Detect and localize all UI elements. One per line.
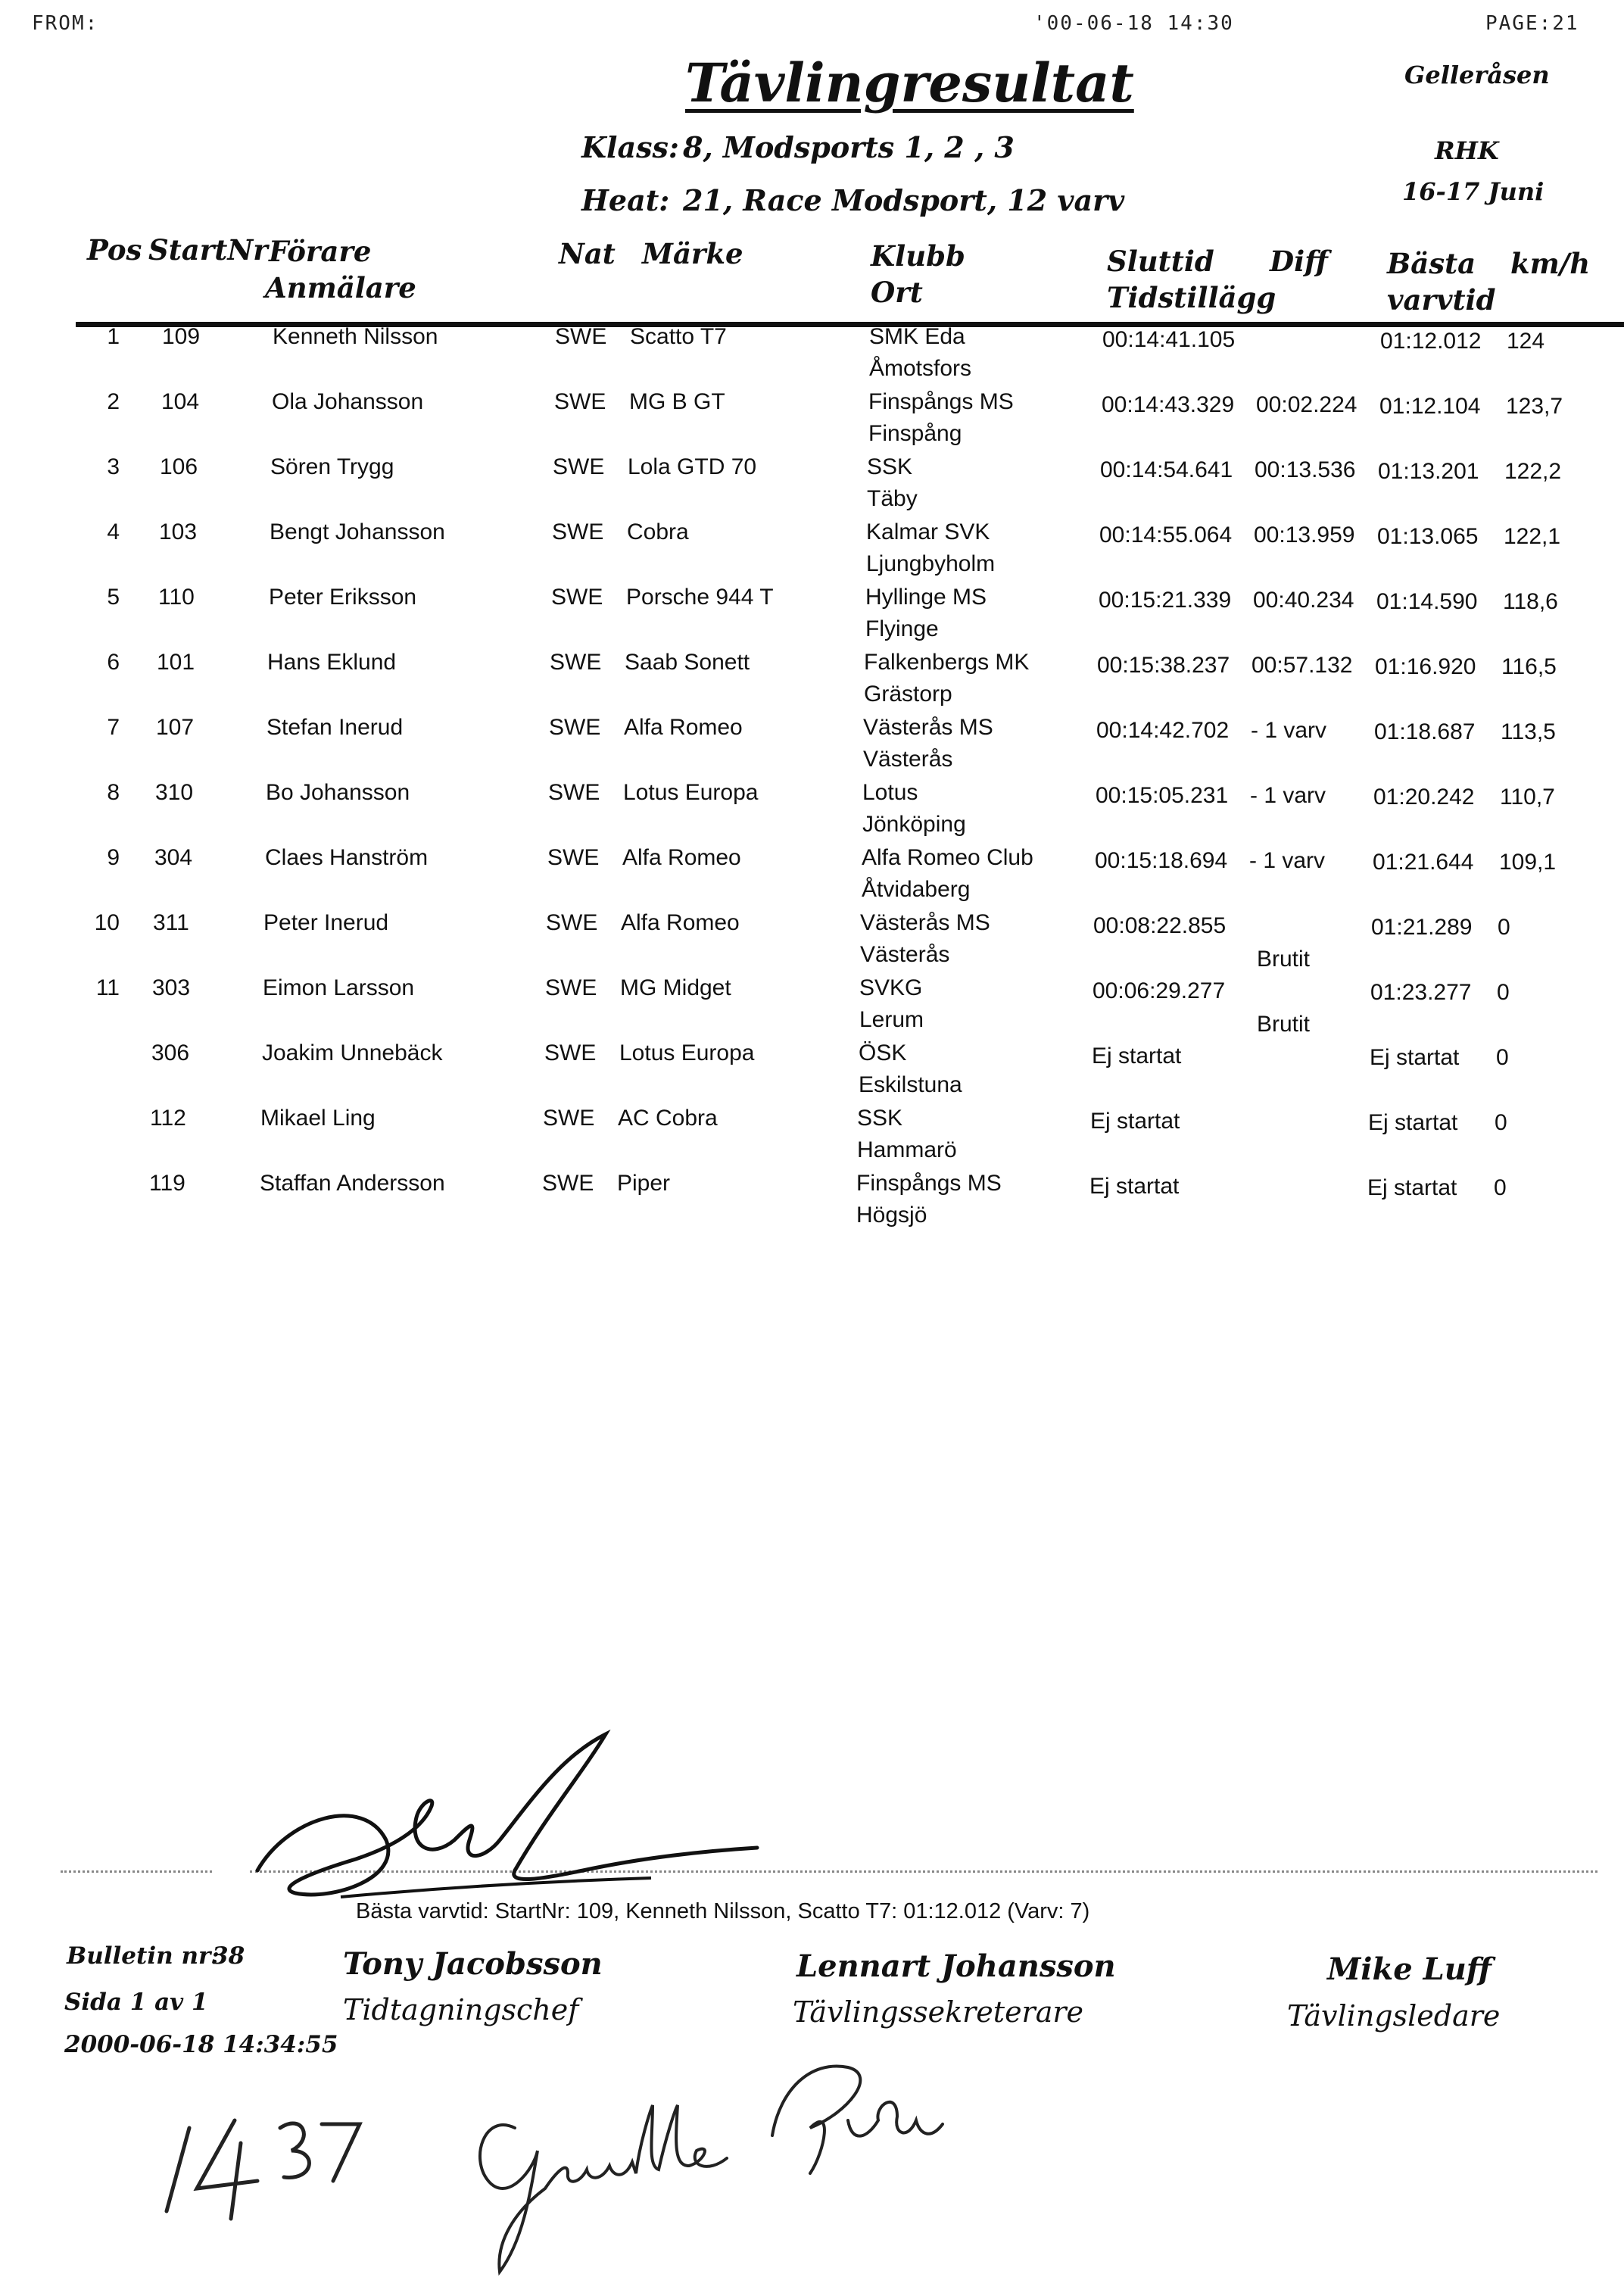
cell-time: Ej startat [1089,1174,1180,1199]
cell-diff: - 1 varv [1250,783,1326,808]
cell-time: 00:06:29.277 [1093,978,1226,1003]
cell-best: 01:16.920 [1375,654,1476,679]
cell-pos: 3 [107,454,120,479]
col-ort: Ort [871,276,923,309]
cell-startnr: 101 [157,650,195,675]
cell-club: Hyllinge MS [865,585,987,610]
cell-kmh: 0 [1494,1175,1507,1200]
cell-startnr: 109 [162,324,201,349]
cell-kmh: 0 [1497,980,1510,1005]
signature-scribble [227,1727,772,1923]
cell-car: Alfa Romeo [622,845,741,870]
cell-best: 01:13.065 [1377,524,1479,549]
cell-driver: Sören Trygg [270,454,394,479]
cell-kmh: 109,1 [1499,850,1557,875]
col-diff: Diff [1270,245,1328,278]
cell-car: Saab Sonett [625,650,750,675]
cell-diff: 00:13.536 [1255,457,1356,482]
cell-startnr: 104 [161,389,200,414]
cell-car: Alfa Romeo [624,715,743,740]
cell-best: Ej startat [1367,1175,1457,1200]
cell-kmh: 116,5 [1501,654,1557,679]
cell-town: Hammarö [857,1137,957,1162]
cell-pos: 2 [107,389,120,414]
cell-time: 00:14:43.329 [1102,392,1235,417]
cell-kmh: 110,7 [1500,785,1555,810]
cell-best: 01:18.687 [1374,719,1476,744]
cell-startnr: 303 [152,975,191,1000]
cell-pos: 10 [94,910,120,935]
cell-startnr: 103 [159,519,198,544]
cell-driver: Staffan Andersson [260,1171,445,1196]
bulletin-page: Sida 1 av 1 [64,1989,208,2016]
heat-label: Heat: [581,183,670,217]
cell-nat: SWE [551,585,603,610]
cell-club: Kalmar SVK [866,519,990,544]
cell-town: Täby [867,486,918,511]
cell-club: SSK [857,1106,903,1131]
cell-time: 00:14:55.064 [1099,523,1233,548]
cell-town: Flyinge [865,616,939,641]
cell-startnr: 110 [158,585,195,610]
cell-nat: SWE [549,715,601,740]
cell-town: Västerås [860,942,950,967]
cell-club: Västerås MS [860,910,990,935]
cell-time: 00:15:21.339 [1099,588,1232,613]
cell-town: Högsjö [856,1203,927,1228]
cell-best: Ej startat [1370,1045,1460,1070]
handwritten-time [151,2098,371,2234]
cell-kmh: 123,7 [1506,394,1563,419]
cell-driver: Peter Eriksson [269,585,417,610]
cell-startnr: 112 [150,1106,186,1131]
official-name-1: Tony Jacobsson [343,1946,603,1982]
cell-pos: 9 [107,845,120,870]
cell-nat: SWE [550,650,602,675]
cell-pos: 11 [95,975,120,1000]
cell-town: Ljungbyholm [866,551,996,576]
cell-driver: Peter Inerud [263,910,389,935]
heat-value: 21, Race Modsport, 12 varv [683,183,1125,217]
cell-best: 01:20.242 [1373,785,1475,810]
cell-best: 01:13.201 [1378,459,1479,484]
cell-kmh: 0 [1498,915,1510,940]
cell-startnr: 311 [153,910,189,935]
klass-label: Klass: [581,130,679,164]
best-lap-line: Bästa varvtid: StartNr: 109, Kenneth Nilsson, Scatto T7: 01:12.012 (Varv: 7) [356,1899,1090,1923]
cell-time: 00:15:05.231 [1096,783,1229,808]
cell-kmh: 118,6 [1503,589,1558,614]
cell-car: Lotus Europa [619,1040,755,1065]
fax-datetime: '00-06-18 14:30 [1033,12,1234,35]
cell-nat: SWE [553,454,605,479]
cell-nat: SWE [555,324,607,349]
cell-best: 01:21.289 [1371,915,1473,940]
official-role-1: Tidtagningschef [343,1993,579,2026]
official-role-2: Tävlingssekreterare [793,1995,1084,2029]
cell-time: 00:14:42.702 [1096,718,1230,743]
cell-time: Ej startat [1090,1109,1180,1134]
cell-nat: SWE [543,1106,595,1131]
cell-driver: Kenneth Nilsson [273,324,438,349]
cell-time: Ej startat [1092,1044,1182,1069]
cell-pos: 8 [107,780,120,805]
cell-town: Eskilstuna [859,1072,962,1097]
cell-startnr: 304 [154,845,193,870]
fax-page: PAGE:21 [1485,12,1579,35]
col-forare: Förare [269,235,372,268]
cell-car: Alfa Romeo [621,910,740,935]
cell-time: 00:14:41.105 [1102,327,1236,352]
cell-car: MG B GT [629,389,725,414]
cell-kmh: 0 [1496,1045,1509,1070]
page-title: Tävlingresultat [685,51,1134,114]
fax-from: FROM: [32,12,99,35]
cell-best: 01:21.644 [1373,850,1474,875]
cell-driver: Bengt Johansson [270,519,445,544]
cell-driver: Bo Johansson [266,780,410,805]
cell-club: Falkenbergs MK [864,650,1030,675]
cell-pos: 6 [107,650,120,675]
cell-driver: Joakim Unnebäck [262,1040,443,1065]
cell-nat: SWE [554,389,606,414]
bulletin-printed: 2000-06-18 14:34:55 [64,2031,338,2058]
cell-car: Lotus Europa [623,780,759,805]
cell-diff: - 1 varv [1251,718,1327,743]
cell-diff: 00:40.234 [1253,588,1354,613]
cell-town: Jönköping [862,812,966,837]
cell-diff: - 1 varv [1249,848,1326,873]
cell-driver: Stefan Inerud [267,715,404,740]
cell-town: Åmotsfors [869,356,972,381]
handwritten-signature [454,2045,954,2287]
cell-best: Ej startat [1368,1110,1458,1135]
cell-club: SSK [867,454,913,479]
col-nat: Nat [559,237,616,270]
cell-startnr: 106 [160,454,198,479]
cell-nat: SWE [548,780,600,805]
bulletin-label: Bulletin nr: [67,1942,220,1970]
cell-town: Grästorp [864,682,952,707]
cell-kmh: 122,1 [1504,524,1561,549]
cell-club: Finspångs MS [868,389,1014,414]
col-varvtid: varvtid [1387,283,1496,317]
cell-kmh: 124 [1507,329,1545,354]
cell-town: Västerås [863,747,953,772]
cell-best: 01:12.104 [1379,394,1481,419]
col-basta: Bästa [1387,247,1476,280]
cell-nat: SWE [547,845,600,870]
col-kmh: km/h [1510,247,1591,280]
cell-car: Scatto T7 [630,324,727,349]
cell-car: Cobra [627,519,689,544]
cell-note: Brutit [1257,947,1311,972]
cell-nat: SWE [552,519,604,544]
cell-kmh: 113,5 [1501,719,1556,744]
cell-nat: SWE [545,975,597,1000]
cell-car: MG Midget [620,975,731,1000]
cell-driver: Hans Eklund [267,650,397,675]
col-startnr: StartNr [148,233,268,267]
cell-car: AC Cobra [618,1106,718,1131]
cell-diff: 00:13.959 [1254,523,1355,548]
cell-best: 01:12.012 [1380,329,1482,354]
cell-club: ÖSK [859,1040,907,1065]
cell-driver: Claes Hanström [265,845,429,870]
cell-pos: 7 [107,715,120,740]
col-klubb: Klubb [871,239,965,273]
cell-note: Brutit [1257,1012,1311,1037]
footer-divider-left [61,1870,212,1873]
official-name-3: Mike Luff [1327,1951,1492,1987]
cell-diff: 00:57.132 [1252,653,1353,678]
cell-driver: Eimon Larsson [263,975,415,1000]
cell-startnr: 107 [156,715,195,740]
cell-diff: 00:02.224 [1256,392,1357,417]
cell-time: 00:15:38.237 [1097,653,1230,678]
col-sluttid: Sluttid [1107,245,1214,278]
cell-car: Piper [617,1171,671,1196]
cell-town: Lerum [859,1007,924,1032]
cell-car: Lola GTD 70 [628,454,757,479]
cell-time: 00:14:54.641 [1100,457,1233,482]
cell-club: Finspångs MS [856,1171,1002,1196]
col-tidstillagg: Tidstillägg [1107,281,1276,314]
track-name: Gelleråsen [1404,61,1550,89]
cell-kmh: 122,2 [1504,459,1562,484]
cell-best: 01:23.277 [1370,980,1472,1005]
cell-best: 01:14.590 [1376,589,1478,614]
cell-town: Finspång [868,421,962,446]
official-role-3: Tävlingsledare [1287,1999,1501,2033]
event-dates: 16-17 Juni [1402,177,1545,206]
cell-startnr: 306 [151,1040,190,1065]
cell-pos: 4 [107,519,120,544]
official-name-2: Lennart Johansson [796,1948,1116,1984]
cell-nat: SWE [542,1171,594,1196]
cell-club: Alfa Romeo Club [862,845,1033,870]
cell-startnr: 310 [155,780,194,805]
klass-value: 8, Modsports 1, 2 , 3 [683,130,1015,164]
cell-car: Porsche 944 T [626,585,774,610]
cell-driver: Ola Johansson [272,389,424,414]
cell-pos: 1 [107,324,120,349]
col-anmalare: Anmälare [265,271,416,304]
cell-startnr: 119 [149,1171,185,1196]
cell-time: 00:08:22.855 [1093,913,1227,938]
cell-town: Åtvidaberg [862,877,971,902]
cell-club: SVKG [859,975,923,1000]
cell-pos: 5 [107,585,120,610]
cell-nat: SWE [544,1040,597,1065]
cell-driver: Mikael Ling [260,1106,376,1131]
bulletin-number: 38 [212,1942,245,1970]
cell-club: Västerås MS [863,715,993,740]
col-marke: Märke [642,237,743,270]
cell-nat: SWE [546,910,598,935]
cell-club: SMK Eda [869,324,965,349]
organizer: RHK [1435,136,1499,165]
cell-club: Lotus [862,780,918,805]
cell-time: 00:15:18.694 [1095,848,1228,873]
col-pos: Pos [87,233,142,267]
cell-kmh: 0 [1495,1110,1507,1135]
